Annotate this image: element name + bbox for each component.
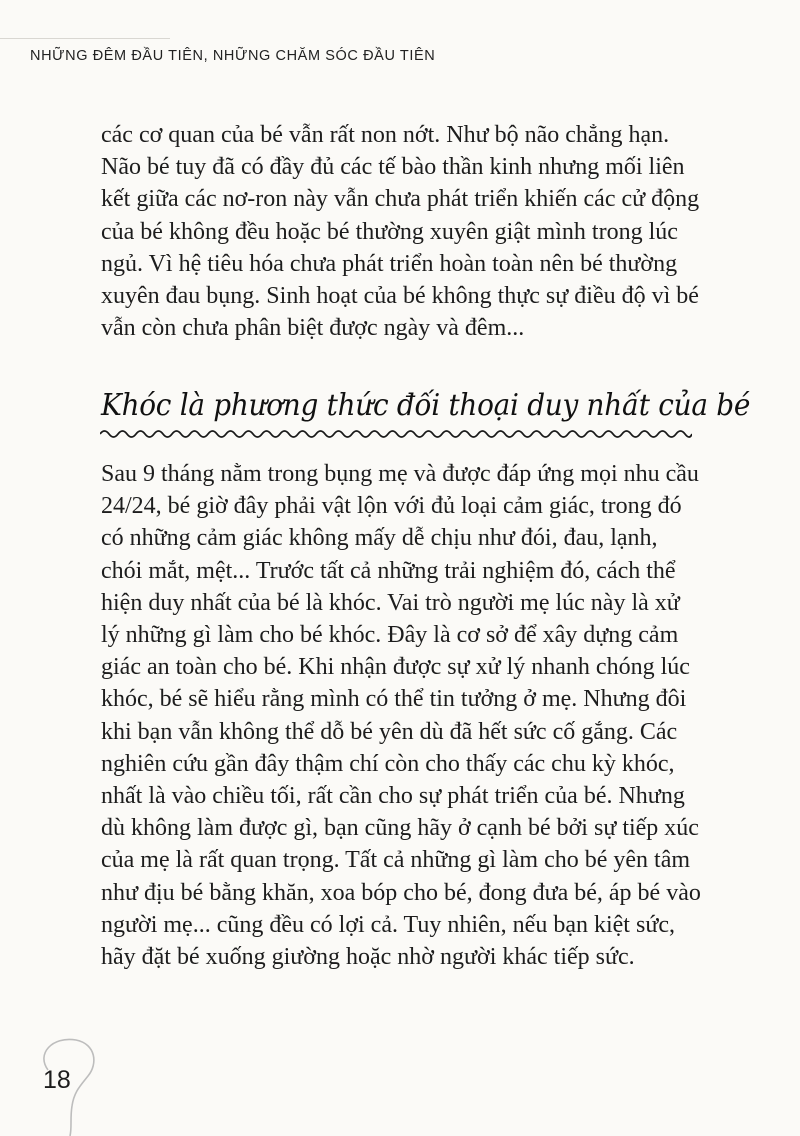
body-paragraph-2: Sau 9 tháng nằm trong bụng mẹ và được đáp ứng mọi nhu cầu 24/24, bé giờ đây phải vật lộn với đủ loại cảm giác, trong đó có những cảm giác không mấy dễ chịu như đói, đau, lạnh, chói mắt, mệt... Trước tất cả những trải nghiệm đó, cách thể hiện duy nhất của bé là khóc. Vai trò người mẹ lúc này là xử lý những gì làm cho bé khóc. Đây là cơ sở để xây dựng cảm giác an toàn cho bé. Khi nhận được sự xử lý nhanh chóng lúc khóc, bé sẽ hiểu rằng mình có thể tin tưởng ở mẹ. Nhưng đôi khi bạn vẫn không thể dỗ bé yên dù đã hết sức cố gắng. Các nghiên cứu gần đây thậm chí còn cho thấy các chu kỳ khóc, nhất là vào chiều tối, rất cần cho sự phát triển của bé. Nhưng dù không làm được gì, bạn cũng hãy ở cạnh bé bởi sự tiếp xúc của mẹ là rất quan trọng. Tất cả những gì làm cho bé yên tâm như địu bé bằng khăn, xoa bóp cho bé, đong đưa bé, áp bé vào người mẹ... cũng đều có lợi cả. Tuy nhiên, nếu bạn kiệt sức, hãy đặt bé xuống giường hoặc nhờ người khác tiếp sức. bbox=[101, 461, 701, 971]
header-rule bbox=[0, 38, 170, 39]
body-paragraph-1: các cơ quan của bé vẫn rất non nớt. Như bộ não chẳng hạn. Não bé tuy đã có đầy đủ các tế bào thần kinh nhưng mối liên kết giữa các nơ-ron này vẫn chưa phát triển khiến các cử động của bé không đều hoặc bé thường xuyên giật mình trong lúc ngủ. Vì hệ tiêu hóa chưa phát triển hoàn toàn nên bé thường xuyên đau bụng. Sinh hoạt của bé không thực sự điều độ vì bé vẫn còn chưa phân biệt được ngày và đêm... bbox=[101, 122, 700, 342]
page-number: 18 bbox=[43, 1066, 71, 1094]
wavy-underline bbox=[100, 427, 692, 441]
running-header: NHỮNG ĐÊM ĐẦU TIÊN, NHỮNG CHĂM SÓC ĐẦU TIÊN bbox=[30, 48, 436, 64]
section-heading: Khóc là phương thức đối thoại duy nhất của bé bbox=[101, 388, 751, 423]
